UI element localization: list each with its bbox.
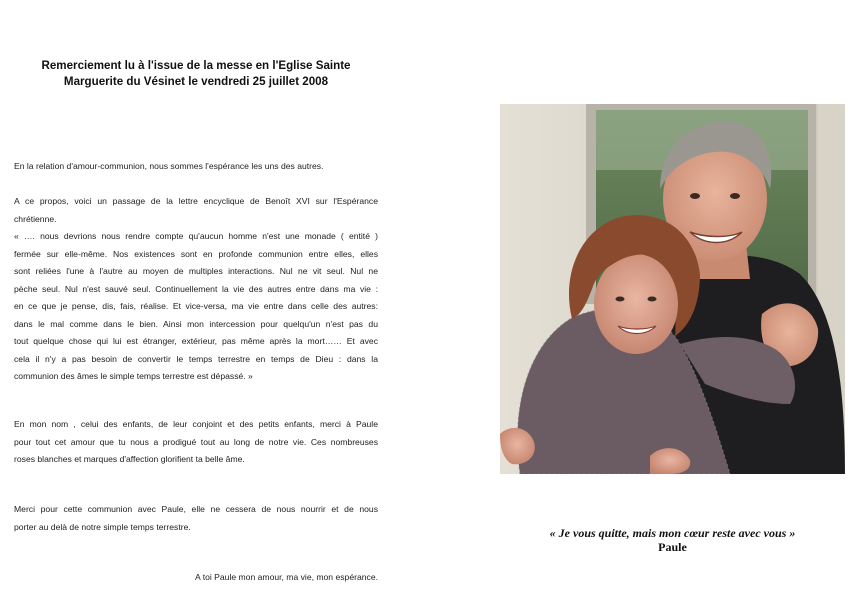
paragraph-line: roses blanches et marques d'affection glorifient ta belle âme. [14, 454, 245, 464]
paragraph-line: pèche seul. Nul n'est sauvé seul. Continuellement la vie des autres entre dans ma vie : [14, 283, 378, 294]
paragraph-line: Merci pour cette communion avec Paule, elle ne cessera de nous nourrir et de nous [14, 504, 378, 514]
couple-photo [500, 104, 845, 474]
paragraph-encyclical-intro [14, 193, 378, 228]
paragraph-line: En la relation d'amour-communion, nous sommes l'espérance les uns des autres. [14, 161, 324, 171]
title-line-1: Remerciement lu à l'issue de la messe en l'Eglise Sainte [41, 59, 351, 72]
closing-line: A toi Paule mon amour, ma vie, mon espérance. [195, 572, 378, 582]
paragraph-communion [14, 501, 378, 536]
paragraph-line: « …. nous devrions nous rendre compte qu'aucun homme n'est une monade ( entité ) [14, 231, 378, 241]
paragraph-line: pour tout cet amour que tu nous a prodigué tout au long de notre vie. Ces nombreuses [14, 436, 378, 447]
title-line-2: Marguerite du Vésinet le vendredi 25 juillet 2008 [63, 75, 329, 88]
paragraph-intro [14, 158, 378, 176]
paragraph-quotation [14, 228, 378, 386]
paragraph-line: porter au delà de notre simple temps terrestre. [14, 521, 191, 532]
photo-caption [500, 526, 845, 554]
paragraph-line: en ce que je pense, dis, fais, réalise. Et vice-versa, ma vie entre dans celle des autres: [14, 301, 378, 311]
paragraph-line: dans le mal comme dans le bien. Ainsi mon intercession pour quelqu'un n'est pas du [14, 318, 378, 329]
paragraph-line: fermée sur elle-même. Nos existences sont en profonde communion entre elles, elles [14, 248, 378, 259]
caption-signature: Paule [658, 540, 687, 554]
paragraph-line: A ce propos, voici un passage de la lettre encyclique de Benoît XVI sur l'Espérance [14, 196, 378, 206]
paragraph-line: communion des âmes le simple temps terrestre est dépassé. » [14, 371, 253, 381]
paragraph-thanks [14, 416, 378, 469]
paragraph-line: cela il n'y a pas besoin de convertir le temps terrestre en temps de Dieu : dans la [14, 353, 378, 364]
paragraph-line: En mon nom , celui des enfants, de leur conjoint et des petits enfants, merci à Paule [14, 419, 378, 429]
paragraph-line: sont reliées l'une à l'autre au moyen de multiples interactions. Nul ne vit seul. Nul ne [14, 266, 378, 276]
document-title [14, 58, 378, 90]
paragraph-line: tout quelque chose qui lui est étranger, extérieur, pas même après la mort…… Et avec [14, 336, 378, 346]
caption-quote: « Je vous quitte, mais mon cœur reste avec vous » [549, 526, 796, 540]
paragraph-line: chrétienne. [14, 213, 57, 224]
